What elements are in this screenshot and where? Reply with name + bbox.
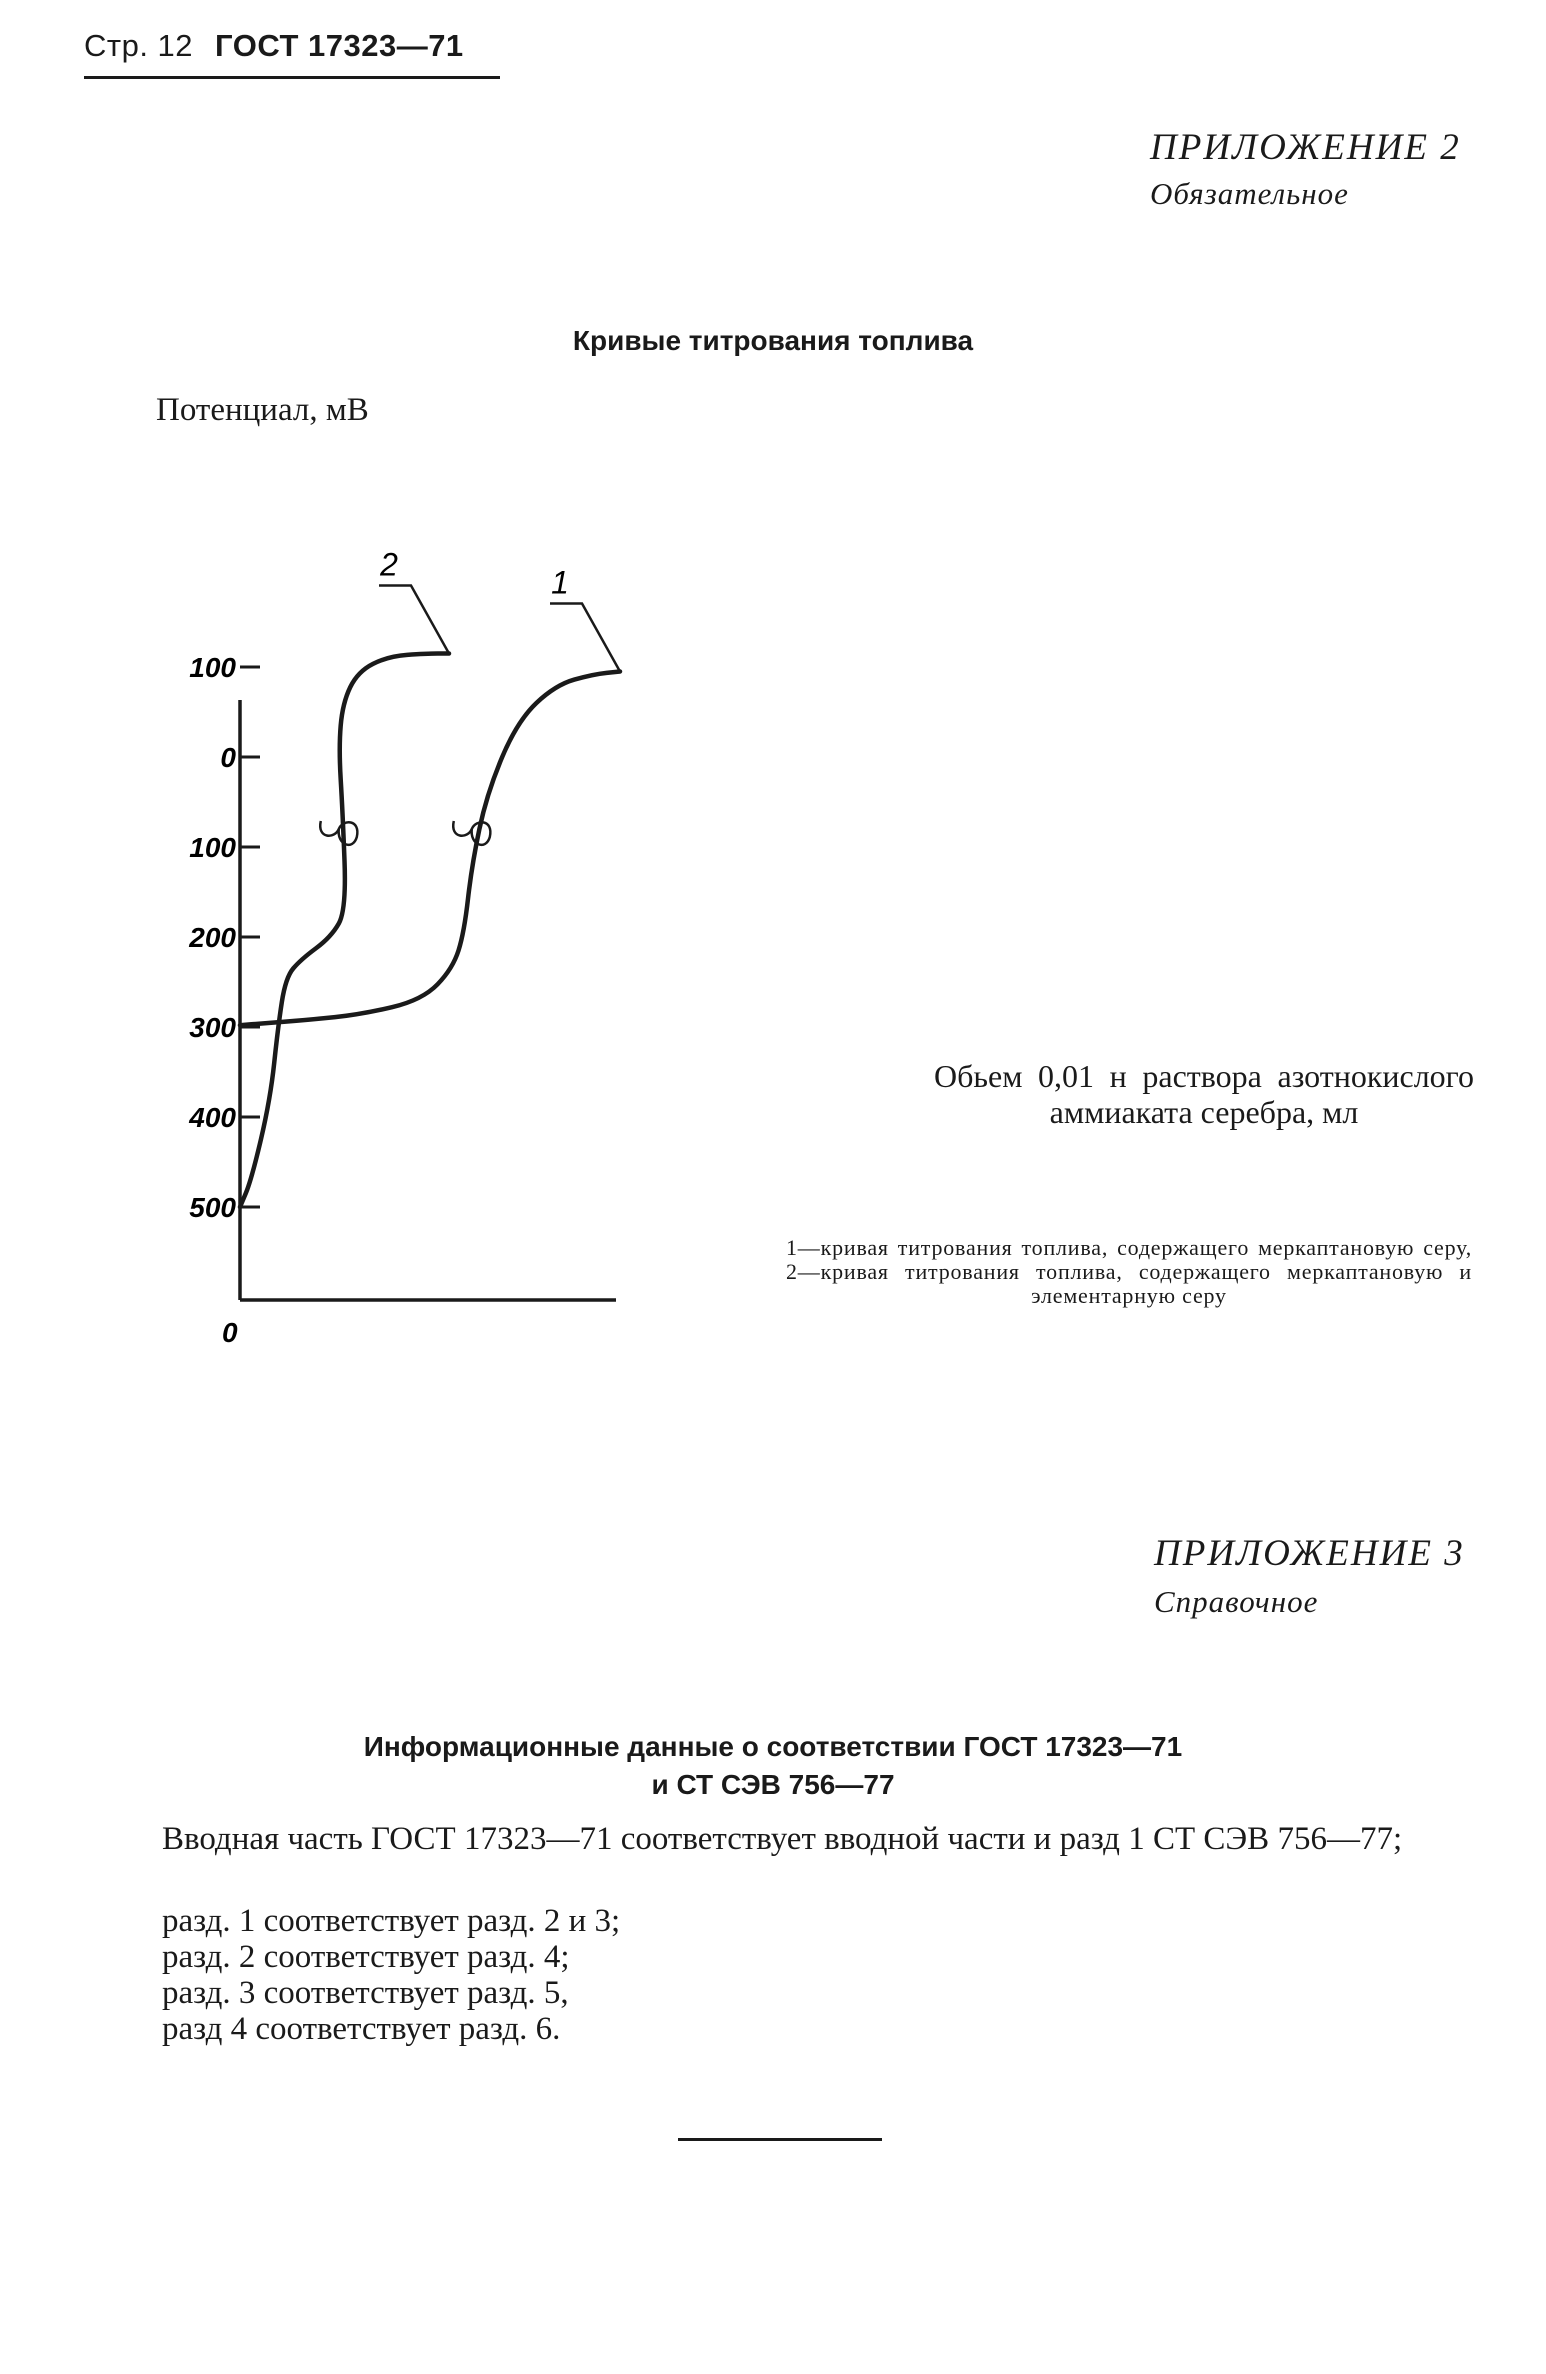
appendix-3-status: Справочное [1154, 1584, 1319, 1619]
y-tick-label: 0 [220, 742, 236, 773]
list-item: разд. 1 соответствует разд. 2 и 3; [162, 1903, 621, 1939]
appendix-2-section-title: Кривые титрования топлива [572, 325, 974, 356]
chart-ylabel: Потенциал, мВ [156, 392, 369, 428]
series-1-line [240, 672, 620, 1026]
document-code: ГОСТ 17323—71 [215, 28, 464, 63]
y-tick-label: 100 [189, 652, 236, 683]
chart-ticks [188, 652, 260, 1348]
end-rule [678, 2138, 882, 2141]
chart-series [240, 654, 620, 1208]
appendix-2-status: Обязательное [1150, 176, 1349, 211]
break-marker-glyph [453, 821, 490, 845]
y-tick-label: 200 [189, 922, 236, 953]
appendix-3-title-line-1: Информационные данные о соответствии ГОСТ 17323—71 [363, 1731, 1183, 1762]
x-origin-label: 0 [222, 1317, 238, 1348]
correspondence-list [162, 1904, 620, 2048]
series-2-line [240, 654, 449, 1208]
series-2-leader [379, 586, 449, 654]
correspondence-paragraph: Вводная часть ГОСТ 17323—71 соответствует вводной части и разд 1 СТ СЭВ 756—77; [162, 1821, 1403, 1857]
curve-markers [320, 547, 620, 845]
page-header [84, 28, 464, 64]
chart-axes [240, 700, 616, 1300]
series-2-label: 2 [380, 546, 398, 583]
series-2-break-marker [320, 821, 357, 845]
list-item: разд 4 соответствует разд. 6. [162, 2011, 561, 2047]
header-rule [84, 76, 500, 79]
chart-legend-note: 1—кривая титрования топлива, содержащего меркаптановую серу, 2—кривая титрования топлива, содержащего меркаптановую и элементарную серу [786, 1235, 1472, 1308]
chart-xlabel: Обьем 0,01 н раствора азотнокислого аммиаката серебра, мл [934, 1058, 1474, 1130]
appendix-3-section-title [0, 1728, 1546, 1804]
page-number: Стр. 12 [84, 28, 194, 63]
list-item: разд. 3 соответствует разд. 5, [162, 1975, 569, 2011]
series-1-leader [550, 604, 620, 672]
y-tick-label: 400 [189, 1102, 236, 1133]
list-item: разд. 2 соответствует разд. 4; [162, 1939, 570, 1975]
break-marker-glyph [320, 821, 357, 845]
series-1-break-marker [453, 821, 490, 845]
y-tick-label: 500 [189, 1192, 236, 1223]
appendix-3-title-line-2: и СТ СЭВ 756—77 [651, 1769, 895, 1800]
titration-chart [0, 546, 700, 1360]
y-tick-label: 100 [189, 832, 236, 863]
y-tick-label: 300 [189, 1012, 236, 1043]
appendix-3-title: ПРИЛОЖЕНИЕ 3 [1154, 1533, 1465, 1574]
series-1-label: 1 [551, 564, 569, 601]
appendix-2-title: ПРИЛОЖЕНИЕ 2 [1150, 127, 1461, 168]
